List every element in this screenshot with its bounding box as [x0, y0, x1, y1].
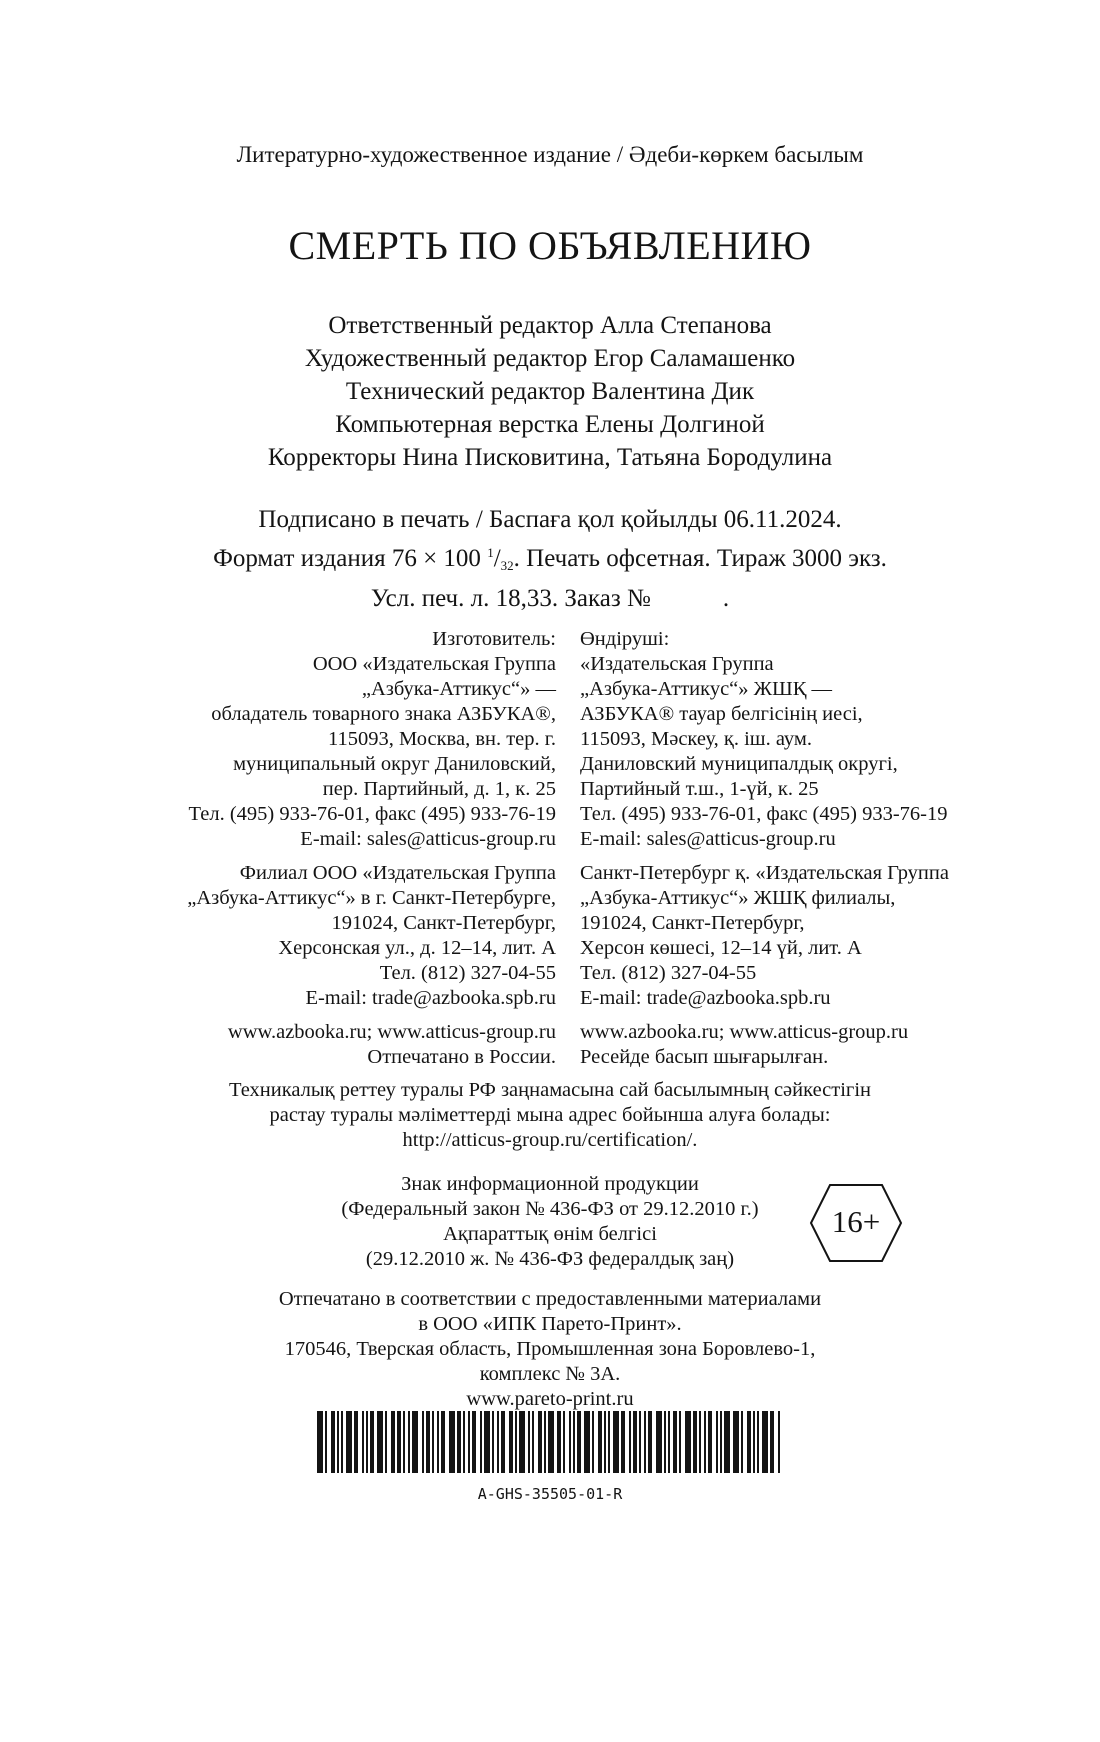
- manufacturer-ru: [120, 627, 556, 852]
- web-kz: [580, 1020, 1000, 1070]
- credit-line: Технический редактор Валентина Дик: [345, 378, 755, 405]
- barcode-bar: [403, 1411, 405, 1473]
- barcode-bar: [673, 1411, 677, 1473]
- barcode-bar: [457, 1411, 461, 1473]
- kazakh-column: [580, 627, 1000, 1079]
- age-info-block: [300, 1172, 800, 1272]
- format-suffix: . Печать офсетная. Тираж 3000 экз.: [513, 545, 887, 572]
- barcode-bar: [762, 1411, 768, 1473]
- barcode-bar: [608, 1411, 610, 1473]
- manufacturer-ru-line: обладатель товарного знака АЗБУКА®,: [211, 703, 556, 725]
- manufacturer-ru-line: 115093, Москва, вн. тер. г.: [328, 728, 556, 750]
- branch-ru-line: E-mail: trade@azbooka.spb.ru: [305, 987, 556, 1009]
- barcode-bar: [770, 1411, 774, 1473]
- barcode-bar: [720, 1411, 722, 1473]
- barcode-bar: [422, 1411, 424, 1473]
- barcode-bar: [515, 1411, 517, 1473]
- printer-block: [0, 1287, 1100, 1412]
- barcode-bar: [346, 1411, 352, 1473]
- manufacturer-kz-line: 115093, Мәскеу, қ. іш. аум.: [580, 728, 812, 750]
- barcode-bar: [584, 1411, 590, 1473]
- barcode-bar: [463, 1411, 465, 1473]
- printer-line: www.pareto-print.ru: [466, 1388, 634, 1410]
- barcode-bar: [519, 1411, 525, 1473]
- barcode-bar: [733, 1411, 739, 1473]
- order-end: .: [722, 585, 730, 612]
- barcode-bar: [449, 1411, 455, 1473]
- manufacturer-ru-line: муниципальный округ Даниловский,: [233, 753, 556, 775]
- barcode-bar: [501, 1411, 505, 1473]
- web-kz-line: www.azbooka.ru; www.atticus-group.ru: [580, 1021, 909, 1043]
- branch-ru-line: „Азбука-Аттикус“» в г. Санкт-Петербурге,: [187, 887, 556, 909]
- branch-kz-line: Херсон көшесі, 12–14 үй, лит. А: [580, 937, 862, 959]
- format-prefix: Формат издания 76 × 100: [213, 545, 488, 572]
- manufacturer-ru-line: Изготовитель:: [432, 628, 556, 650]
- barcode-bar: [426, 1411, 430, 1473]
- barcode-bar: [716, 1411, 718, 1473]
- manufacturer-kz-line: Даниловский муниципалдық округі,: [580, 753, 898, 775]
- web-ru-line: Отпечатано в России.: [367, 1046, 556, 1068]
- branch-kz-line: E-mail: trade@azbooka.spb.ru: [580, 987, 831, 1009]
- barcode-bar: [548, 1411, 554, 1473]
- credit-line: Корректоры Нина Писковитина, Татьяна Бородулина: [267, 444, 833, 471]
- barcode-bar: [317, 1411, 323, 1473]
- barcode-icon: [317, 1411, 783, 1473]
- credit-line: Художественный редактор Егор Саламашенко: [304, 345, 796, 372]
- barcode-bar: [699, 1411, 701, 1473]
- barcode-bar: [472, 1411, 476, 1473]
- printer-line: Отпечатано в соответствии с предоставленными материалами: [278, 1288, 822, 1310]
- branch-kz-line: Тел. (812) 327-04-55: [580, 962, 757, 984]
- barcode-bar: [656, 1411, 662, 1473]
- credit-line: Ответственный редактор Алла Степанова: [328, 312, 772, 339]
- manufacturer-kz-line: Партийный т.ш., 1-үй, к. 25: [580, 778, 819, 800]
- branch-ru-line: Филиал ООО «Издательская Группа: [239, 862, 556, 884]
- barcode-bar: [341, 1411, 343, 1473]
- barcode-bar: [708, 1411, 712, 1473]
- barcode-bar: [592, 1411, 594, 1473]
- printer-line: 170546, Тверская область, Промышленная зона Боровлево-1,: [284, 1338, 816, 1360]
- barcode-bar: [325, 1411, 327, 1473]
- signed-line: Подписано в печать / Баспаға қол қойылды 06.11.2024.: [258, 506, 842, 533]
- barcode-bar: [528, 1411, 530, 1473]
- certification-line: растау туралы мәліметтерді мына адрес бойынша алуға болады:: [269, 1104, 831, 1126]
- manufacturer-ru-line: E-mail: sales@atticus-group.ru: [300, 828, 556, 850]
- barcode-bar: [362, 1411, 364, 1473]
- barcode-bar: [577, 1411, 581, 1473]
- print-info-block: [0, 503, 1100, 615]
- branch-ru-line: Тел. (812) 327-04-55: [379, 962, 556, 984]
- barcode-bar: [509, 1411, 513, 1473]
- book-title: СМЕРТЬ ПО ОБЪЯВЛЕНИЮ: [288, 223, 812, 268]
- barcode-bar: [377, 1411, 383, 1473]
- barcode-bar: [544, 1411, 546, 1473]
- barcode-bar: [441, 1411, 445, 1473]
- format-line: [0, 536, 1100, 582]
- barcode-bar: [385, 1411, 387, 1473]
- barcode-bar: [432, 1411, 434, 1473]
- web-kz-line: Ресейде басып шығарылған.: [580, 1046, 829, 1068]
- barcode-bar: [629, 1411, 631, 1473]
- manufacturer-kz-line: „Азбука-Аттикус“» ЖШҚ —: [580, 678, 832, 700]
- barcode-bar: [408, 1411, 410, 1473]
- age-info-line: (29.12.2010 ж. № 436-ФЗ федералдық заң): [365, 1248, 735, 1270]
- barcode-bar: [668, 1411, 670, 1473]
- russian-column: [120, 627, 556, 1079]
- barcode-bar: [664, 1411, 666, 1473]
- age-info-line: Ақпараттық өнім белгісі: [443, 1223, 657, 1245]
- sheets-text: Усл. печ. л. 18,33. Заказ №: [370, 585, 651, 612]
- barcode-bar: [693, 1411, 697, 1473]
- barcode-bar: [778, 1411, 780, 1473]
- barcode-bar: [391, 1411, 395, 1473]
- printer-line: комплекс № 3А.: [479, 1363, 621, 1385]
- barcode-bar: [497, 1411, 499, 1473]
- web-ru: [120, 1020, 556, 1070]
- sheets-line: [0, 582, 1100, 615]
- barcode-bar: [412, 1411, 418, 1473]
- branch-ru: [120, 861, 556, 1011]
- barcode-bar: [532, 1411, 534, 1473]
- barcode-bar: [538, 1411, 542, 1473]
- format-slash: /: [493, 545, 501, 572]
- web-ru-line: www.azbooka.ru; www.atticus-group.ru: [227, 1021, 556, 1043]
- barcode-bar: [747, 1411, 751, 1473]
- barcode-bar: [639, 1411, 641, 1473]
- branch-ru-line: Херсонская ул., д. 12–14, лит. А: [278, 937, 556, 959]
- barcode-bar: [397, 1411, 401, 1473]
- barcode-bar: [370, 1411, 374, 1473]
- printer-line: в ООО «ИПК Парето-Принт».: [418, 1313, 682, 1335]
- barcode-bar: [613, 1411, 619, 1473]
- credit-line: Компьютерная верстка Елены Долгиной: [335, 411, 765, 438]
- barcode-bar: [648, 1411, 652, 1473]
- credits-block: [0, 309, 1100, 474]
- branch-kz-line: „Азбука-Аттикус“» ЖШҚ филиалы,: [580, 887, 896, 909]
- certification-line: http://atticus-group.ru/certification/.: [402, 1129, 698, 1151]
- manufacturer-ru-line: пер. Партийный, д. 1, к. 25: [322, 778, 556, 800]
- barcode-bar: [644, 1411, 646, 1473]
- manufacturer-ru-line: ООО «Издательская Группа: [312, 653, 556, 675]
- branch-ru-line: 191024, Санкт-Петербург,: [331, 912, 556, 934]
- branch-kz-line: 191024, Санкт-Петербург,: [580, 912, 805, 934]
- barcode-bar: [621, 1411, 625, 1473]
- barcode-bar: [366, 1411, 368, 1473]
- age-info-line: (Федеральный закон № 436-ФЗ от 29.12.2010 г.): [341, 1198, 759, 1220]
- barcode-bar: [633, 1411, 637, 1473]
- barcode-bar: [753, 1411, 755, 1473]
- barcode-bar: [480, 1411, 482, 1473]
- barcode-bar: [484, 1411, 490, 1473]
- branch-kz-line: Санкт-Петербург қ. «Издательская Группа: [580, 862, 949, 884]
- barcode-bar: [569, 1411, 571, 1473]
- manufacturer-kz-line: Тел. (495) 933-76-01, факс (495) 933-76-19: [580, 803, 948, 825]
- manufacturer-ru-line: Тел. (495) 933-76-01, факс (495) 933-76-19: [188, 803, 556, 825]
- manufacturer-kz-line: Өндіруші:: [580, 628, 670, 650]
- barcode-bar: [437, 1411, 439, 1473]
- barcode-bar: [741, 1411, 743, 1473]
- barcode-bar: [604, 1411, 606, 1473]
- barcode-bar: [468, 1411, 470, 1473]
- barcode-bar: [573, 1411, 575, 1473]
- barcode-bar: [598, 1411, 602, 1473]
- barcode-bar: [557, 1411, 561, 1473]
- format-denominator: 32: [500, 558, 514, 573]
- barcode-bar: [492, 1411, 494, 1473]
- certification-block: [0, 1078, 1100, 1153]
- barcode-bar: [724, 1411, 730, 1473]
- barcode-bar: [757, 1411, 759, 1473]
- barcode-bar: [354, 1411, 358, 1473]
- barcode-code: A-GHS-35505-01-R: [477, 1485, 623, 1503]
- age-info-line: Знак информационной продукции: [401, 1173, 699, 1195]
- age-rating-label: 16+: [831, 1204, 881, 1239]
- manufacturer-ru-line: „Азбука-Аттикус“» —: [361, 678, 556, 700]
- barcode-bar: [704, 1411, 706, 1473]
- branch-kz: [580, 861, 1000, 1011]
- manufacturer-kz-line: E-mail: sales@atticus-group.ru: [580, 828, 836, 850]
- manufacturer-kz-line: «Издательская Группа: [580, 653, 774, 675]
- genre-line: Литературно-художественное издание / Әдеби-көркем басылым: [236, 142, 864, 167]
- barcode-bar: [331, 1411, 335, 1473]
- manufacturer-kz: [580, 627, 1000, 852]
- manufacturer-kz-line: АЗБУКА® тауар белгісінің иесі,: [580, 703, 863, 725]
- barcode-bar: [685, 1411, 691, 1473]
- barcode-bar: [563, 1411, 565, 1473]
- certification-line: Техникалық реттеу туралы РФ заңнамасына сай басылымның сәйкестігін: [228, 1079, 872, 1101]
- barcode-bar: [337, 1411, 339, 1473]
- format-numerator: 1: [487, 545, 494, 560]
- barcode-bar: [679, 1411, 681, 1473]
